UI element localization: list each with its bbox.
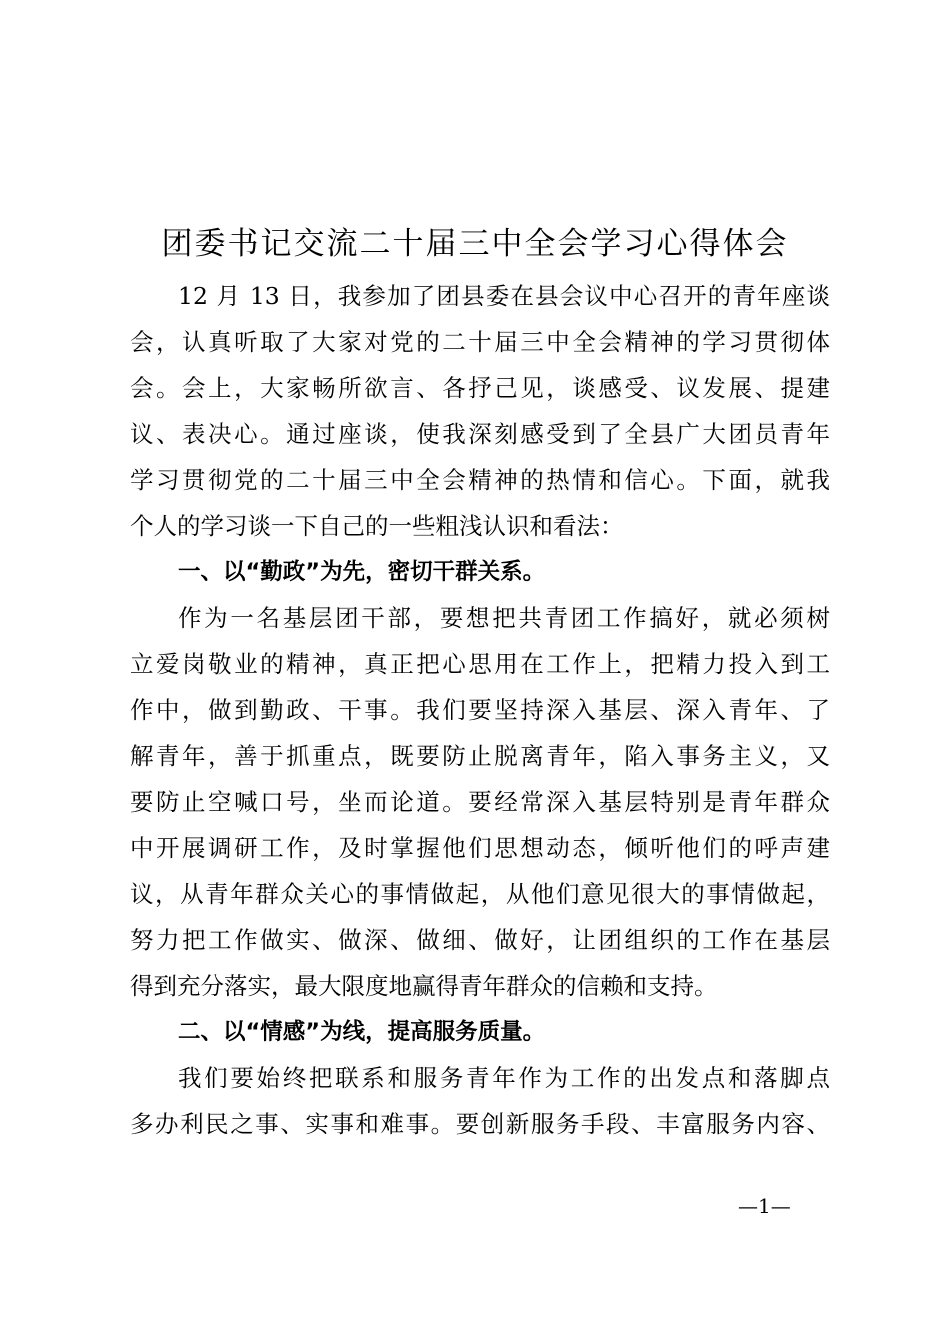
page-number: —1— [738,1194,791,1218]
paragraph-line: 作中，做到勤政、干事。我们要坚持深入基层、深入青年、了 [130,696,830,724]
paragraph-line: 要防止空喊口号，坐而论道。要经常深入基层特别是青年群众 [130,788,830,816]
paragraph-line: 立爱岗敬业的精神，真正把心思用在工作上，把精力投入到工 [130,650,830,678]
paragraph-line: 得到充分落实，最大限度地赢得青年群众的信赖和支持。 [130,972,718,1000]
paragraph-line: 个人的学习谈一下自己的一些粗浅认识和看法： [130,512,624,540]
paragraph-line: 议，从青年群众关心的事情做起，从他们意见很大的事情做起， [130,880,830,908]
paragraph-line: 学习贯彻党的二十届三中全会精神的热情和信心。下面，就我 [130,466,830,494]
paragraph-line: 解青年，善于抓重点，既要防止脱离青年，陷入事务主义，又 [130,742,830,770]
paragraph-line: 多办利民之事、实事和难事。要创新服务手段、丰富服务内容、 [130,1110,830,1138]
section-heading-2: 二、以“情感”为线，提高服务质量。 [178,1019,546,1045]
section-heading-1: 一、以“勤政”为先，密切干群关系。 [178,559,546,585]
paragraph-line: 努力把工作做实、做深、做细、做好，让团组织的工作在基层 [130,926,830,954]
paragraph-line: 议、表决心。通过座谈，使我深刻感受到了全县广大团员青年 [130,420,830,448]
paragraph-line: 会，认真听取了大家对党的二十届三中全会精神的学习贯彻体 [130,328,830,356]
document-title: 团委书记交流二十届三中全会学习心得体会 [161,226,789,262]
paragraph-line: 会。会上，大家畅所欲言、各抒己见，谈感受、议发展、提建 [130,374,830,402]
paragraph-line: 中开展调研工作，及时掌握他们思想动态，倾听他们的呼声建 [130,834,830,862]
paragraph-line: 作为一名基层团干部，要想把共青团工作搞好，就必须树 [178,604,830,632]
paragraph-line: 我们要始终把联系和服务青年作为工作的出发点和落脚点 [178,1064,830,1092]
paragraph-line: 12 月 13 日，我参加了团县委在县会议中心召开的青年座谈 [178,282,830,310]
